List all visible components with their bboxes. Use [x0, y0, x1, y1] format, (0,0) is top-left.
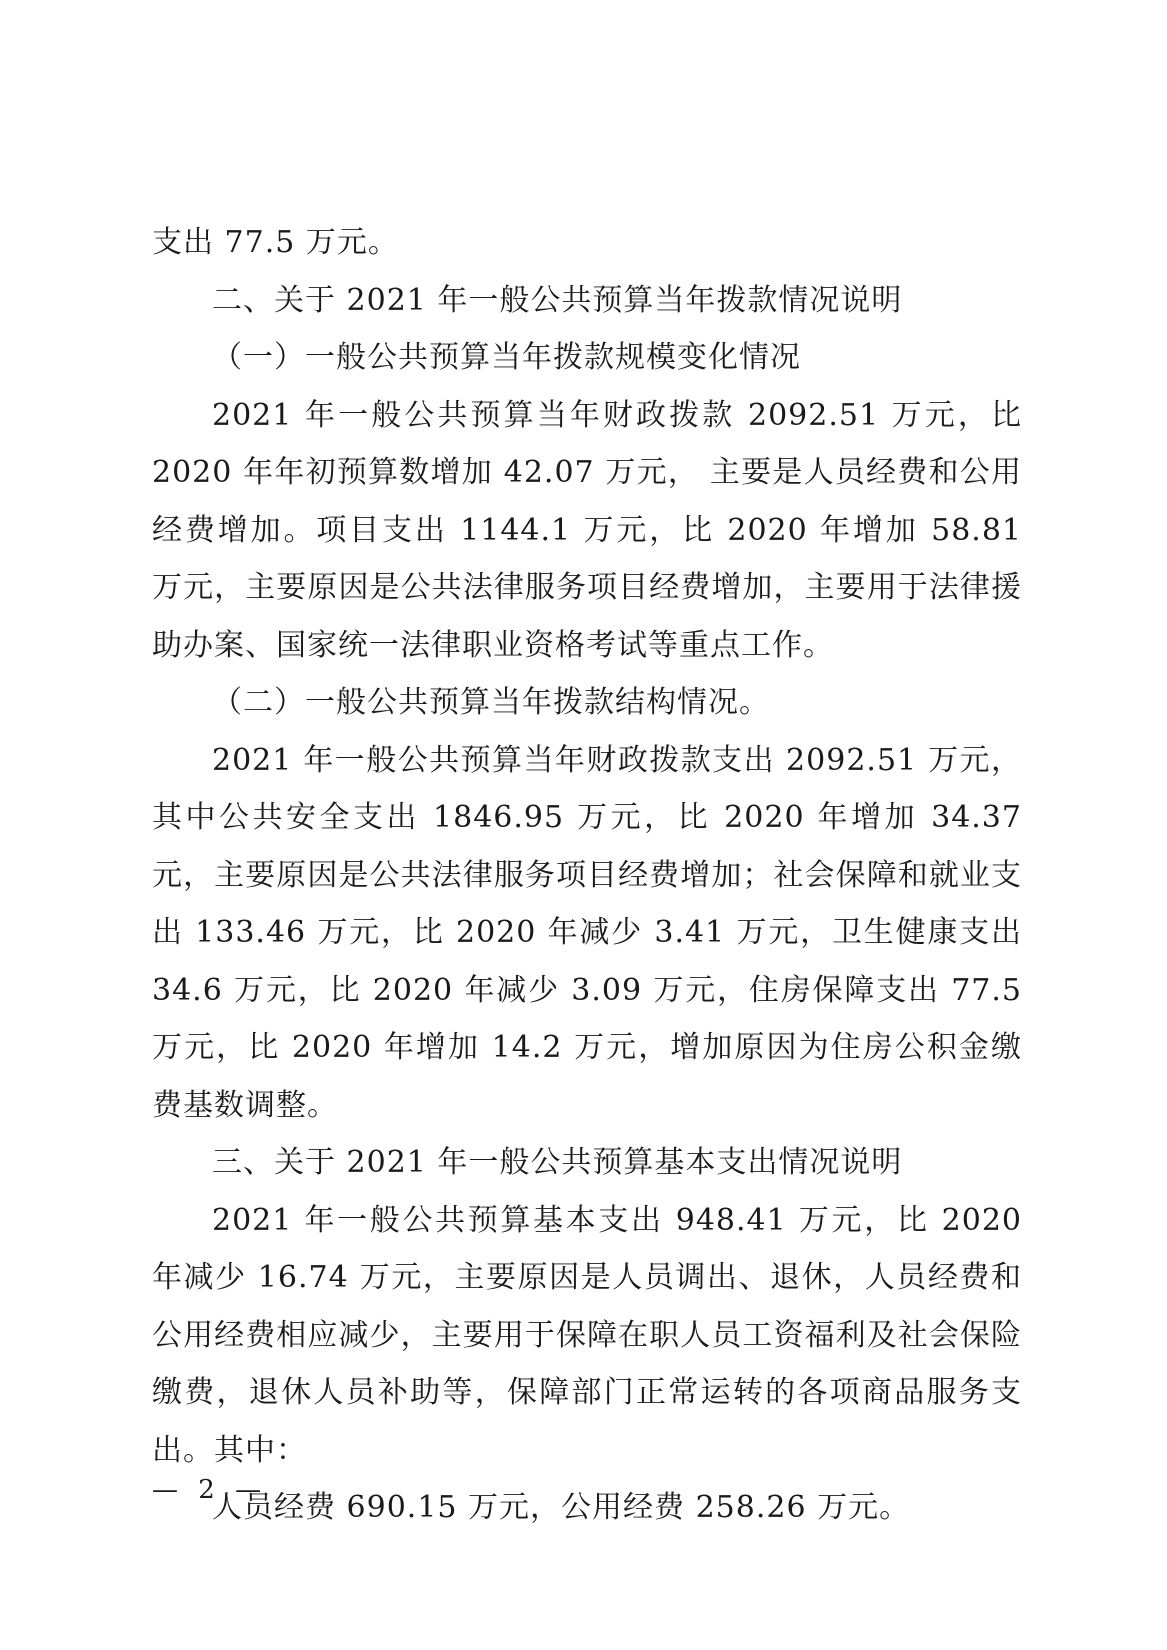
- section-heading-3: 三、关于 2021 年一般公共预算基本支出情况说明: [212, 1145, 903, 1180]
- paragraph-basic-expenditure: 2021 年一般公共预算基本支出 948.41 万元，比 2020 年减少 16.74 万元，主要原因是人员调出、退休，人员经费和公用经费相应减少，主要用于保障在职人员工资福利及社会保险缴费，退休人员补助等，保障部门正常运转的各项商品服务支出。其中：: [152, 1202, 1022, 1468]
- paragraph-allocation-structure: 2021 年一般公共预算当年财政拨款支出 2092.51 万元，其中公共安全支出 1846.95 万元，比 2020 年增加 34.37 元，主要原因是公共法律服务项目经费增加；社会保障和就业支出 133.46 万元，比 2020 年减少 3.41 万元，卫生健康支出 34.6 万元，比 2020 年减少 3.09 万元，住房保障支出 77.5 万元，比 2020 年增加 14.2 万元，增加原因为住房公积金缴费基数调整。: [152, 742, 1022, 1123]
- subsection-heading-2: （二）一般公共预算当年拨款结构情况。: [212, 685, 770, 720]
- page-number: — 2 —: [152, 1475, 268, 1505]
- subsection-heading-1: （一）一般公共预算当年拨款规模变化情况: [212, 340, 801, 375]
- section-heading-2: 二、关于 2021 年一般公共预算当年拨款情况说明: [212, 282, 903, 318]
- paragraph-continuation: 支出 77.5 万元。: [152, 225, 399, 260]
- paragraph-expense-breakdown: 人员经费 690.15 万元，公用经费 258.26 万元。: [212, 1490, 911, 1525]
- paragraph-allocation-scale: 2021 年一般公共预算当年财政拨款 2092.51 万元，比 2020 年年初预算数增加 42.07 万元， 主要是人员经费和公用经费增加。项目支出 1144.1 万元，比 2020 年增加 58.81 万元，主要原因是公共法律服务项目经费增加，主要用于法律援助办案、国家统一法律职业资格考试等重点工作。: [152, 397, 1022, 663]
- document-body: [152, 214, 1022, 1537]
